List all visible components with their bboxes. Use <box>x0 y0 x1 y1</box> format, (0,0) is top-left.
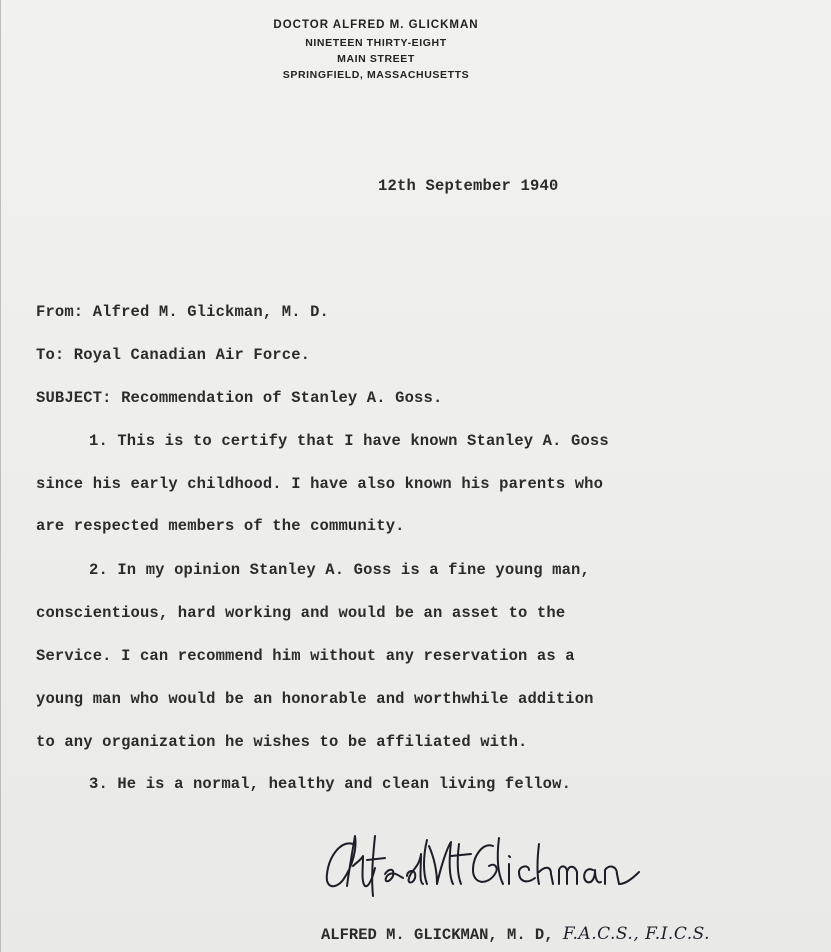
paragraph-2-line-1: 2. In my opinion Stanley A. Goss is a fine young man, <box>89 561 590 579</box>
paragraph-2-line-2: conscientious, hard working and would be an asset to the <box>36 604 566 622</box>
letterhead-name: DOCTOR ALFRED M. GLICKMAN <box>273 19 479 31</box>
paragraph-1-line-3: are respected members of the community. <box>36 517 405 535</box>
paragraph-2-line-5: to any organization he wishes to be affiliated with. <box>36 733 528 751</box>
from-line: From: Alfred M. Glickman, M. D. <box>36 303 329 321</box>
letterhead-address-line1: NINETEEN THIRTY-EIGHT <box>305 37 447 49</box>
paragraph-3-line-1: 3. He is a normal, healthy and clean living fellow. <box>89 775 572 793</box>
paragraph-1-line-2: since his early childhood. I have also known his parents who <box>36 475 604 493</box>
letterhead-address-line2: MAIN STREET <box>337 53 415 65</box>
letter-date: 12th September 1940 <box>378 177 559 195</box>
paragraph-2-line-3: Service. I can recommend him without any reservation as a <box>36 647 575 665</box>
letterhead <box>201 16 551 83</box>
to-line: To: Royal Canadian Air Force. <box>36 346 311 364</box>
paragraph-1-line-1: 1. This is to certify that I have known Stanley A. Goss <box>89 432 609 450</box>
handwritten-credentials: F.A.C.S., F.I.C.S. <box>562 924 711 944</box>
subject-line: SUBJECT: Recommendation of Stanley A. Goss. <box>36 389 443 407</box>
paragraph-2-line-4: young man who would be an honorable and worthwhile addition <box>36 690 594 708</box>
letterhead-address-line3: SPRINGFIELD, MASSACHUSETTS <box>282 69 470 81</box>
signature-block <box>321 924 710 944</box>
handwritten-signature <box>323 826 663 906</box>
typed-name: ALFRED M. GLICKMAN, M. D, <box>321 926 554 944</box>
